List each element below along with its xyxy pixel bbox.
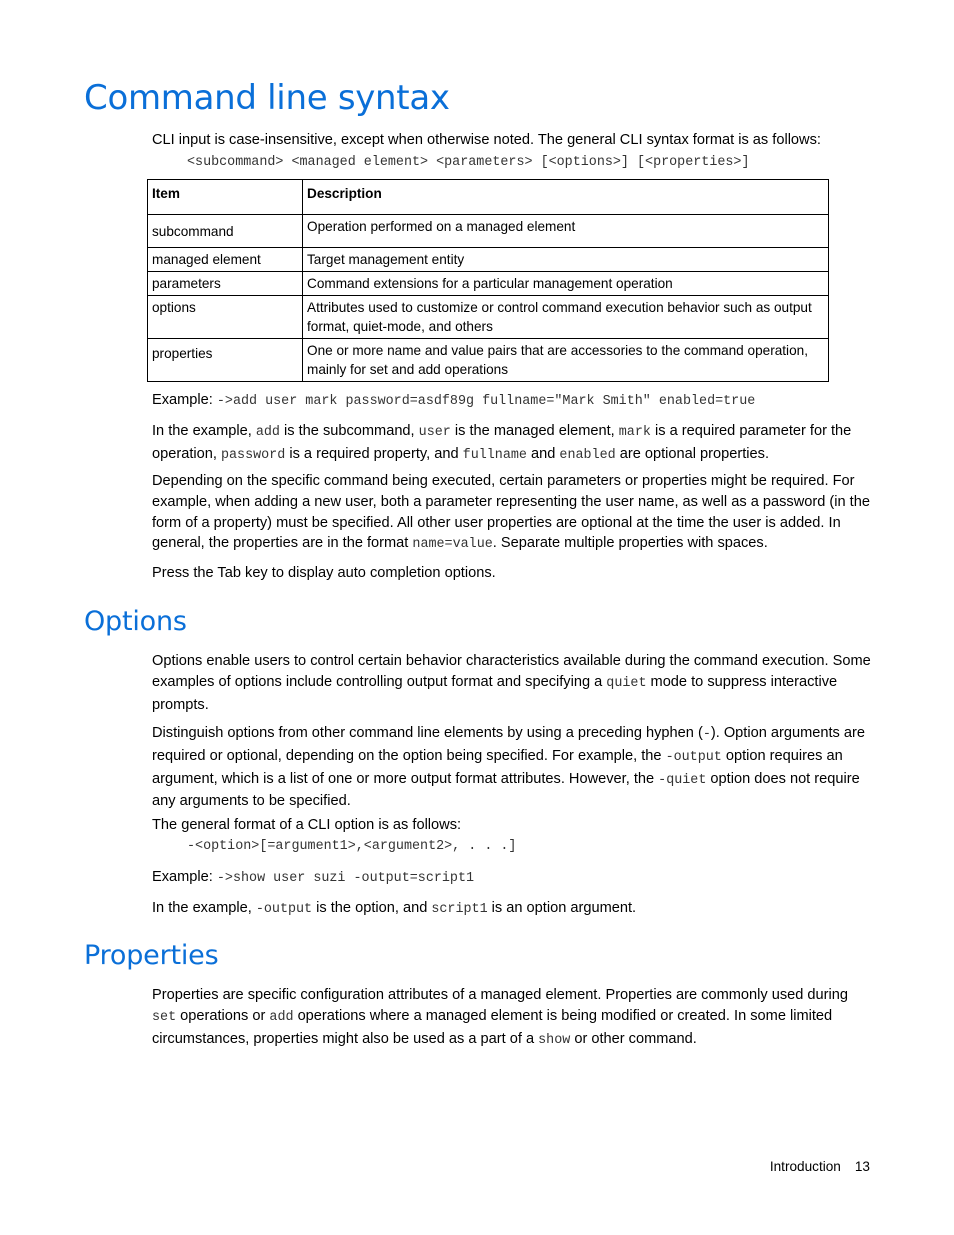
text: are optional properties. (615, 445, 769, 462)
example-show-user (152, 867, 874, 890)
code-output: -output (665, 749, 722, 765)
text: is the option, and (312, 900, 432, 916)
code-script1: script1 (431, 902, 488, 917)
text: operations where a managed element is being modified or created. In some limited circumstances, properties might also be used as a part of a (152, 1007, 833, 1047)
example-code: ->add user mark password=asdf89g fullname="Mark Smith" enabled=true (216, 394, 756, 409)
text: is a required parameter for the operation, (152, 423, 852, 462)
text: Properties are specific configuration attributes of a managed element. Properties are commonly used during (152, 987, 849, 1003)
table-row (148, 272, 829, 296)
example-explanation (152, 421, 874, 467)
option-format-code: -<option>[=argument1>,<argument2>, . . .] (187, 839, 517, 854)
table-cell-description: Operation performed on a managed element (303, 215, 829, 248)
syntax-intro: CLI input is case-insensitive, except when otherwise noted. The general CLI syntax format is as follows: (152, 132, 821, 148)
code-mark: mark (618, 425, 651, 440)
code-show: show (538, 1032, 571, 1048)
depending-paragraph (152, 471, 874, 556)
text: In the example, (152, 900, 256, 916)
page-title: Command line syntax (84, 78, 450, 118)
table-cell-item: managed element (148, 248, 303, 272)
example-label: Example: (152, 392, 217, 408)
text: operations or (176, 1007, 270, 1024)
properties-paragraph (152, 985, 874, 1051)
text: In the example, (152, 423, 256, 439)
table-cell-item: options (148, 296, 303, 339)
text: or other command. (570, 1030, 697, 1047)
table-cell-item: parameters (148, 272, 303, 296)
text: is an option argument. (487, 900, 637, 916)
code-fullname: fullname (462, 447, 527, 463)
table-row (148, 215, 829, 248)
page-footer (770, 1159, 870, 1174)
text: Depending on the specific command being executed, certain parameters or properties might be required. For example, when adding a new user, both a parameter representing the user name, as well as a password (in the form of a property) must be specified. All other user properties are optional at the time the user is added. In general, the properties are in the format (152, 473, 870, 552)
option-explanation (152, 898, 874, 921)
code-output: -output (255, 902, 313, 917)
table-cell-description: One or more name and value pairs that are accessories to the command operation, mainly for set and add operations (303, 339, 829, 382)
text: Options enable users to control certain behavior characteristics available during the command execution. Some examples of options include controlling output format and specifying a (152, 653, 871, 690)
example-add-user (152, 390, 874, 413)
table-row (148, 296, 829, 339)
text: mode to suppress interactive prompts. (152, 673, 838, 713)
code-quiet: quiet (606, 675, 647, 691)
options-paragraph-2 (152, 723, 874, 812)
syntax-format-code: <subcommand> <managed element> <parameters> [<options>] [<properties>] (187, 155, 750, 170)
table-cell-description: Attributes used to customize or control command execution behavior such as output format, quiet-mode, and others (303, 296, 829, 339)
section-heading-properties: Properties (84, 940, 219, 971)
column-header-item: Item (148, 180, 303, 215)
code-add: add (255, 425, 280, 440)
page-number: 13 (854, 1159, 870, 1174)
code-hyphen: - (702, 727, 711, 742)
table-cell-description: Command extensions for a particular management operation (303, 272, 829, 296)
text: option requires an argument, which is a list of one or more output format attributes. However, the (152, 747, 843, 787)
table-header-row (148, 180, 829, 215)
options-paragraph-1 (152, 651, 874, 715)
code-set: set (152, 1009, 177, 1025)
tab-key-paragraph: Press the Tab key to display auto completion options. (152, 565, 496, 581)
table-cell-item: properties (148, 339, 303, 382)
syntax-table (147, 179, 829, 382)
text: option does not require any arguments to be specified. (152, 770, 860, 810)
table-row (148, 339, 829, 382)
footer-section: Introduction (769, 1159, 841, 1174)
text: ). Option arguments are required or optional, depending on the option being specified. For example, the (152, 725, 865, 764)
text: and (526, 445, 560, 462)
code-add: add (269, 1009, 294, 1025)
code-enabled: enabled (559, 447, 616, 463)
column-header-description: Description (303, 180, 829, 215)
text: . Separate multiple properties with spaces. (492, 535, 768, 552)
example-label: Example: (152, 869, 217, 885)
text: is a required property, and (285, 445, 463, 462)
table-cell-description: Target management entity (303, 248, 829, 272)
general-format-text: The general format of a CLI option is as follows: (152, 817, 462, 833)
text: is the managed element, (450, 423, 619, 439)
text: is the subcommand, (279, 423, 419, 439)
table-row (148, 248, 829, 272)
text: Distinguish options from other command line elements by using a preceding hyphen ( (152, 725, 703, 741)
section-heading-options: Options (84, 606, 187, 637)
code-quiet: -quiet (658, 772, 707, 788)
code-user: user (418, 425, 451, 440)
example-code: ->show user suzi -output=script1 (216, 871, 475, 886)
code-name-value: name=value (412, 537, 493, 553)
code-password: password (220, 447, 286, 463)
table-cell-item: subcommand (148, 215, 303, 248)
